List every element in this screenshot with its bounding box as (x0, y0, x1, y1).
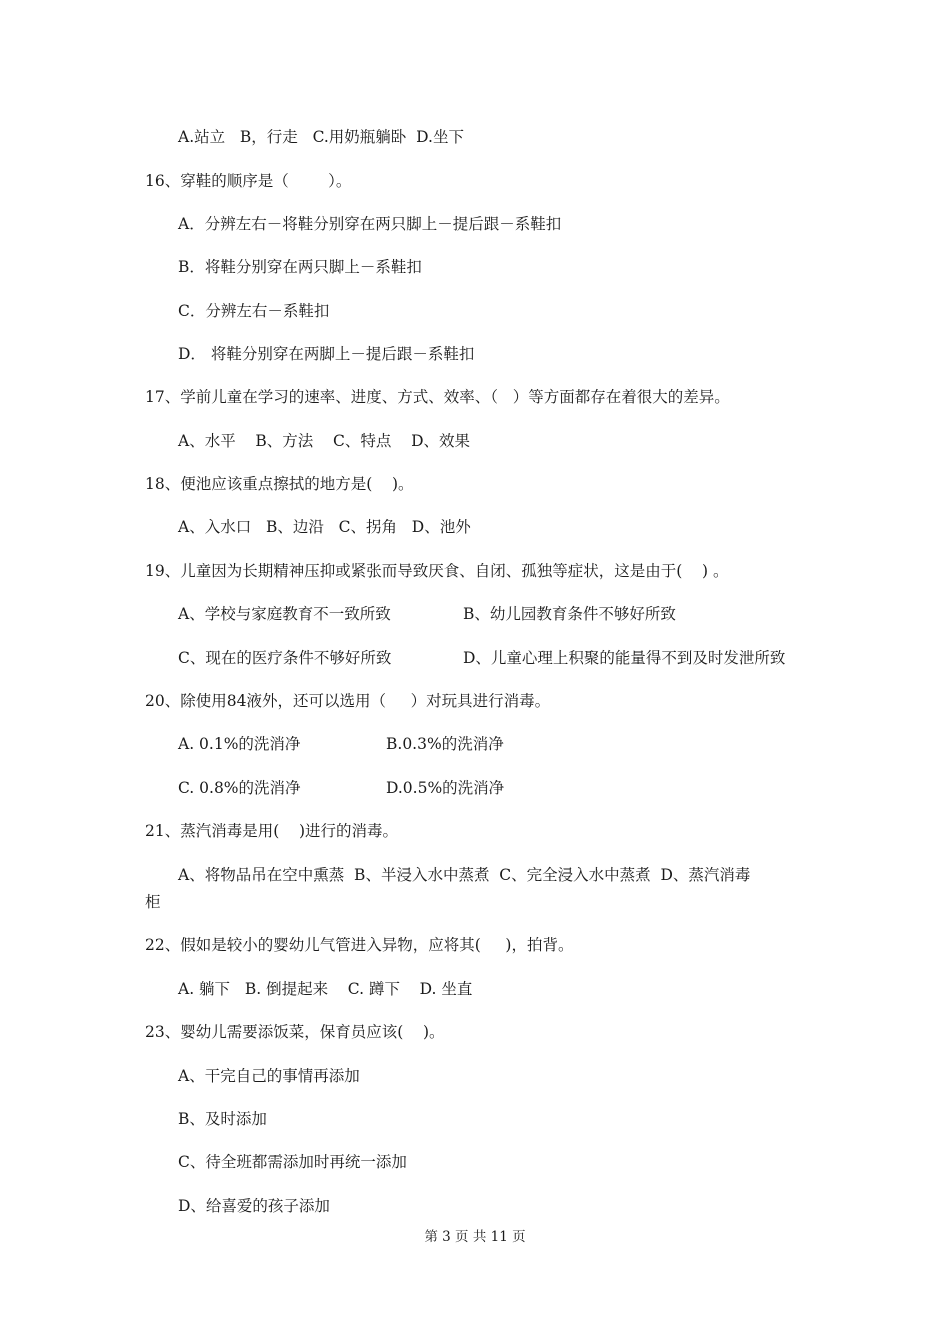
q20-stem: 20、除使用84液外，还可以选用（ ）对玩具进行消毒。 (145, 692, 551, 710)
q22-stem: 22、假如是较小的婴幼儿气管进入异物，应将其( )，拍背。 (145, 936, 574, 954)
q20-option-b: B.0.3%的洗消净 (386, 735, 504, 753)
q20-option-a: A. 0.1%的洗消净 (178, 735, 301, 753)
q17-options: A、水平 B、方法 C、特点 D、效果 (178, 432, 470, 450)
q16-stem: 16、穿鞋的顺序是（ ）。 (145, 172, 352, 190)
q20-option-d: D.0.5%的洗消净 (386, 779, 505, 797)
q23-option-a: A、干完自己的事情再添加 (178, 1067, 360, 1085)
page-number-footer: 第 3 页 共 11 页 (424, 1229, 526, 1245)
q21-options: A、将物品吊在空中熏蒸 B、半浸入水中蒸煮 C、完全浸入水中蒸煮 D、蒸汽消毒 (178, 866, 751, 884)
q16-option-b: B．将鞋分别穿在两只脚上－系鞋扣 (178, 258, 422, 276)
q17-stem: 17、学前儿童在学习的速率、进度、方式、效率、（ ）等方面都存在着很大的差异。 (145, 388, 730, 406)
q16-option-c: C．分辨左右－系鞋扣 (178, 302, 330, 320)
q19-option-b: B、幼儿园教育条件不够好所致 (463, 605, 676, 623)
q23-stem: 23、婴幼儿需要添饭菜，保育员应该( )。 (145, 1023, 445, 1041)
q22-options: A. 躺下 B. 倒提起来 C. 蹲下 D. 坐直 (178, 980, 473, 998)
q20-option-c: C. 0.8%的洗消净 (178, 779, 301, 797)
q23-option-d: D、给喜爱的孩子添加 (178, 1197, 330, 1215)
q18-stem: 18、便池应该重点擦拭的地方是( )。 (145, 475, 414, 493)
q21-stem: 21、蒸汽消毒是用( )进行的消毒。 (145, 822, 399, 840)
q19-option-d: D、儿童心理上积聚的能量得不到及时发泄所致 (463, 649, 786, 667)
q19-stem: 19、儿童因为长期精神压抑或紧张而导致厌食、自闭、孤独等症状，这是由于( ) 。 (145, 562, 729, 580)
q19-option-a: A、学校与家庭教育不一致所致 (178, 605, 391, 623)
q16-option-a: A．分辨左右－将鞋分别穿在两只脚上－提后跟－系鞋扣 (178, 215, 562, 233)
q18-options: A、入水口 B、边沿 C、拐角 D、池外 (178, 518, 471, 536)
q23-option-b: B、及时添加 (178, 1110, 267, 1128)
q16-option-d: D． 将鞋分别穿在两脚上－提后跟－系鞋扣 (178, 345, 475, 363)
q23-option-c: C、待全班都需添加时再统一添加 (178, 1153, 407, 1171)
q21-options-continued: 柜 (145, 893, 161, 911)
q15-options: A.站立 B，行走 C.用奶瓶躺卧 D.坐下 (178, 128, 464, 146)
q19-option-c: C、现在的医疗条件不够好所致 (178, 649, 392, 667)
